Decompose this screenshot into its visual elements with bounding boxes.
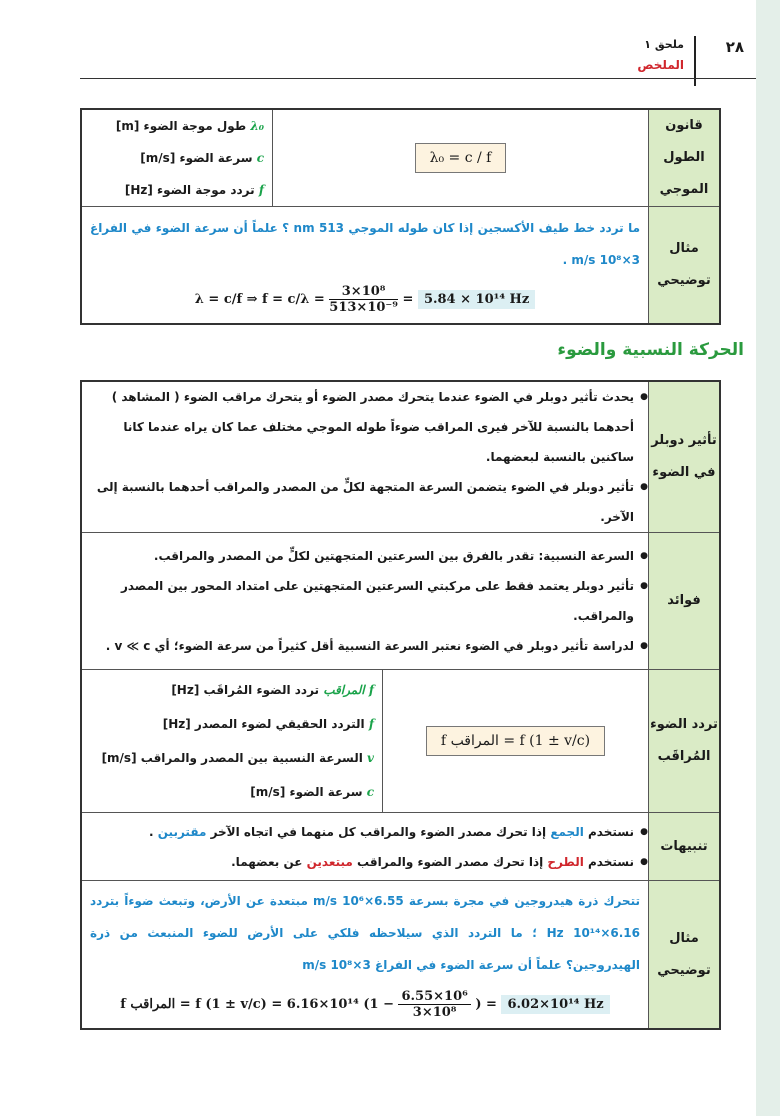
example2-label: مثال توضيحي bbox=[649, 881, 721, 1030]
observed-label: تردد الضوء المُراقَب bbox=[649, 670, 721, 813]
benefits-bullets bbox=[81, 533, 649, 670]
section-title: الحركة النسبية والضوء bbox=[557, 340, 744, 360]
def-row: v السرعة النسبية بين المصدر والمراقب [m/s] bbox=[101, 751, 374, 765]
side-tab-strip bbox=[756, 0, 780, 1116]
doppler-table bbox=[80, 380, 721, 1030]
bullet-item: ● تأثير دوبلر يعتمد فقط على مركبتي السرعتين المتجهتين على امتداد المحور بين المصدر والمراقب. bbox=[82, 571, 648, 631]
def-row: f المراقب تردد الضوء المُراقَب [Hz] bbox=[171, 683, 374, 697]
example1-result: 5.84 × 10¹⁴ Hz bbox=[418, 290, 535, 309]
def-row: λ₀ طول موجة الضوء [m] bbox=[115, 119, 264, 133]
doppler-label: تأثير دوبلر في الضوء bbox=[649, 381, 721, 533]
wavelength-formula: λ₀ = c / f bbox=[415, 143, 507, 173]
wavelength-formula-cell bbox=[273, 109, 649, 207]
example2-body bbox=[81, 881, 649, 1030]
notes-label: تنبيهات bbox=[649, 813, 721, 881]
bullet-item: ● لدراسة تأثير دوبلر في الضوء نعتبر السرعة النسبية أقل كثيراً من سرعة الضوء؛ أي v ≪ c . bbox=[82, 631, 648, 661]
doppler-bullets bbox=[81, 381, 649, 533]
benefits-label: فوائد bbox=[649, 533, 721, 670]
bullet-item: ● تأثير دوبلر في الضوء يتضمن السرعة المتجهة لكلٍّ من المصدر والمراقب أحدهما بالنسبة إلى الآخر. bbox=[82, 472, 648, 532]
example1-equation: λ = c/f ⇒ f = c/λ = $\frac{\text{3×10⁸}}{\text{513×10⁻⁹}}$ = 5.84 × 10¹⁴ Hz bbox=[82, 280, 648, 323]
def-row: c سرعة الضوء [m/s] bbox=[140, 151, 264, 165]
header-underline bbox=[80, 78, 756, 79]
def-row: f تردد موجة الضوء [Hz] bbox=[124, 183, 264, 197]
observed-formula-cell bbox=[383, 670, 649, 813]
observed-formula: f المراقب = f (1 ± v/c) bbox=[426, 726, 605, 756]
bullet-item: ● يحدث تأثير دوبلر في الضوء عندما يتحرك مصدر الضوء أو يتحرك مراقب الضوء ( المشاهد ) أحدهما بالنسبة للآخر فيرى المراقب ضوءاً طوله الموجي مختلف عما كان يراه عندما كانا ساكنين بالنسبة لبعضهما. bbox=[82, 382, 648, 472]
wavelength-table bbox=[80, 108, 721, 325]
example2-equation: f المراقب = f (1 ± v/c) = 6.16×10¹⁴ (1 − $\frac{\text{6.55×10⁶}}{\text{3×10⁸}}$ ) = 6.02×10¹⁴ Hz bbox=[82, 985, 648, 1028]
bullet-item: ● نستخدم الجمع إذا تحرك مصدر الضوء والمراقب كل منهما في اتجاه الآخر مقتربين . bbox=[82, 817, 648, 847]
example2-fraction: $\frac{\text{6.55×10⁶}}{\text{3×10⁸}}$ bbox=[398, 989, 470, 1020]
bullet-item: ● نستخدم الطرح إذا تحرك مصدر الضوء والمراقب مبتعدين عن بعضهما. bbox=[82, 847, 648, 877]
summary-label: الملخص bbox=[637, 58, 684, 72]
observed-defs bbox=[81, 670, 383, 813]
example2-result: 6.02×10¹⁴ Hz bbox=[501, 995, 609, 1014]
wavelength-law-label: قانون الطول الموجي bbox=[649, 109, 721, 207]
example1-fraction: $\frac{\text{3×10⁸}}{\text{513×10⁻⁹}}$ bbox=[329, 283, 398, 315]
wavelength-defs bbox=[81, 109, 273, 207]
def-row: f التردد الحقيقي لضوء المصدر [Hz] bbox=[162, 717, 374, 731]
annex-label: ملحق ١ bbox=[644, 38, 684, 51]
def-row: c سرعة الضوء [m/s] bbox=[250, 785, 374, 799]
page-number: ٢٨ bbox=[725, 38, 744, 56]
example1-question: ما تردد خط طيف الأكسجين إذا كان طوله الموجي 513 nm ؟ علماً أن سرعة الضوء في الفراغ 3×10⁸ m/s . bbox=[90, 220, 641, 267]
example1-label: مثال توضيحي bbox=[649, 207, 721, 325]
bullet-item: ● السرعة النسبية: تقدر بالفرق بين السرعتين المتجهتين لكلٍّ من المصدر والمراقب. bbox=[82, 541, 648, 571]
example1-body bbox=[81, 207, 649, 325]
example2-question: تتحرك ذرة هيدروجين في مجرة بسرعة 6.55×10⁶ m/s مبتعدة عن الأرض، وتبعث ضوءاً بتردد 6.16×10¹⁴ Hz ؛ ما التردد الذي سيلاحظه فلكي على الأرض للضوء المنبعث من ذرة الهيدروجين؟ علماً أن سرعة الضوء في الفراغ 3×10⁸ m/s bbox=[90, 894, 640, 972]
notes-bullets bbox=[81, 813, 649, 881]
